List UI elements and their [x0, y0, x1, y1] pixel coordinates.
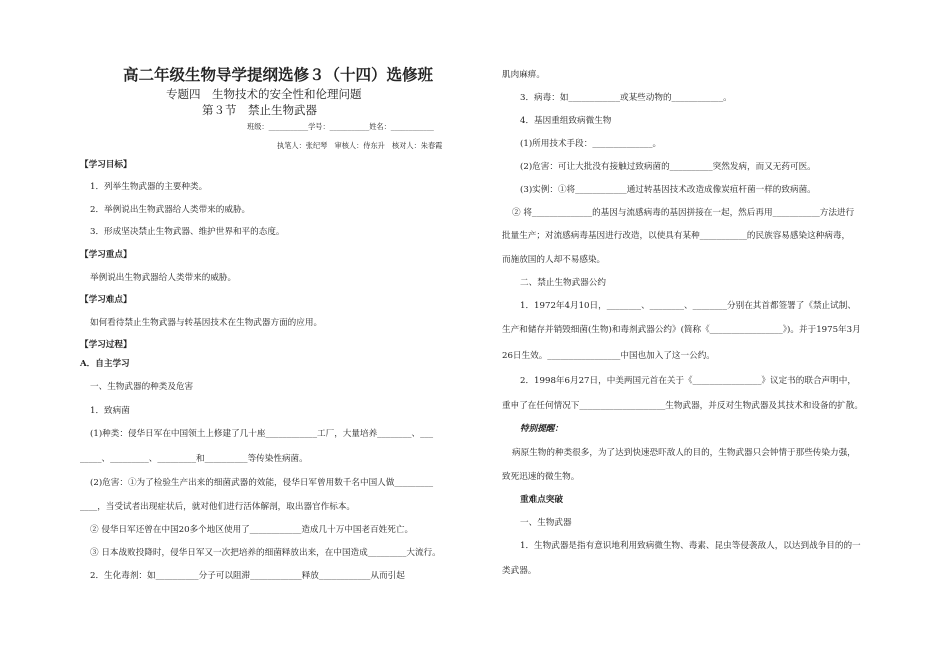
staff-line: 执笔人：张纪琴 审核人：侍东升 核对人：朱春霞 — [277, 141, 443, 150]
fill-blank-line: _____、_________、_________和__________等传染性病菌。 — [80, 454, 308, 464]
student-info-line: 班级：___________学号：___________姓名：____________ — [247, 122, 434, 131]
fill-blank-line: 生产和储存并销毁细菌(生物)和毒剂武器公约》(简称《_________________》)。并于1975年3月 — [502, 325, 861, 335]
section-title: 第３节 禁止生物武器 — [202, 103, 317, 117]
tip-text: 病原生物的种类很多，为了达到快速恐吓敌人的目的，生物武器只会钟情于那些传染力强， — [512, 448, 856, 458]
tip-heading: 特别提醒： — [520, 424, 563, 434]
fill-blank-line: 2．生化毒剂：如__________分子可以阻滞____________释放____________从而引起 — [90, 571, 405, 581]
self-study-heading: A．自主学习 — [80, 359, 130, 369]
focus-heading: 重难点突破 — [520, 495, 563, 505]
goal-heading: 【学习目标】 — [80, 160, 132, 170]
key-item: 举例说出生物武器给人类带来的威胁。 — [90, 273, 237, 283]
fill-blank-line: ③ 日本战败投降时，侵华日军又一次把培养的细菌释放出来，在中国造成_________大流行。 — [90, 548, 441, 558]
continued-text: 肌肉麻痹。 — [502, 70, 545, 80]
fill-blank-line: (2)危害：①为了检验生产出来的细菌武器的效能，侵华日军曾用数千名中国人做_________ — [90, 478, 434, 488]
goal-item: 3．形成坚决禁止生物武器、维护世界和平的态度。 — [90, 227, 285, 237]
part-heading: 二、禁止生物武器公约 — [520, 278, 606, 288]
item-heading: 1．致病菌 — [90, 406, 130, 416]
fill-blank-line: (2)危害：可让大批没有接触过致病菌的__________突然发病，而又无药可医。 — [520, 162, 816, 172]
goal-item: 1．列举生物武器的主要种类。 — [90, 182, 208, 192]
body-text: 1．生物武器是指有意识地利用致病微生物、毒素、昆虫等侵袭敌人，以达到战争目的的一 — [520, 541, 861, 551]
topic-subtitle: 专题四 生物技术的安全性和伦理问题 — [166, 87, 362, 101]
fill-blank-line: 1．1972年4月10日，________、________、________分别在其首都签署了《禁止试制、 — [520, 301, 856, 311]
goal-item: 2．举例说出生物武器给人类带来的威胁。 — [90, 205, 251, 215]
difficulty-heading: 【学习难点】 — [80, 295, 132, 305]
fill-blank-line: 26日生效。_________________中国也加入了这一公约。 — [502, 351, 715, 361]
body-text: 类武器。 — [502, 566, 537, 576]
key-heading: 【学习重点】 — [80, 250, 132, 260]
difficulty-item: 如何看待禁止生物武器与转基因技术在生物武器方面的应用。 — [90, 318, 323, 328]
fill-blank-line: ____，当受试者出现症状后，就对他们进行活体解剖，取出器官作标本。 — [80, 502, 356, 512]
process-heading: 【学习过程】 — [80, 340, 132, 350]
fill-blank-line: ② 侵华日军还曾在中国20多个地区使用了____________造成几十万中国老百姓死亡。 — [90, 525, 414, 535]
tip-text: 致死迅速的微生物。 — [502, 472, 580, 482]
fill-blank-line: (1)所用技术手段：______________。 — [520, 139, 662, 149]
document-title: 高二年级生物导学提纲选修３（十四）选修班 — [123, 66, 434, 84]
part-heading: 一、生物武器的种类及危害 — [90, 382, 194, 392]
fill-blank-line: 批量生产；对流感病毒基因进行改造，以使具有某种___________的民族容易感染这种病毒， — [502, 231, 851, 241]
fill-blank-line: (3)实例：①将____________通过转基因技术改造成像炭疽杆菌一样的致病菌。 — [520, 185, 816, 195]
fill-blank-line: 重申了在任何情况下____________________生物武器，并反对生物武器及其技术和设备的扩散。 — [502, 401, 863, 411]
part-heading: 一、生物武器 — [520, 518, 572, 528]
fill-blank-line: 2．1998年6月27日，中美两国元首在关于《________________》议定书的联合声明中， — [520, 376, 856, 386]
item-heading: 4．基因重组致病微生物 — [520, 116, 612, 126]
fill-blank-line: (1)种类：侵华日军在中国领土上修建了几十座____________工厂，大量培养________、___ — [90, 429, 434, 439]
fill-blank-line: 3．病毒：如____________或某些动物的____________。 — [520, 93, 732, 103]
fill-blank-line: 而施放国的人却不易感染。 — [502, 255, 606, 265]
fill-blank-line: ② 将______________的基因与流感病毒的基因拼接在一起，然后再用___________方法进行 — [512, 208, 855, 218]
